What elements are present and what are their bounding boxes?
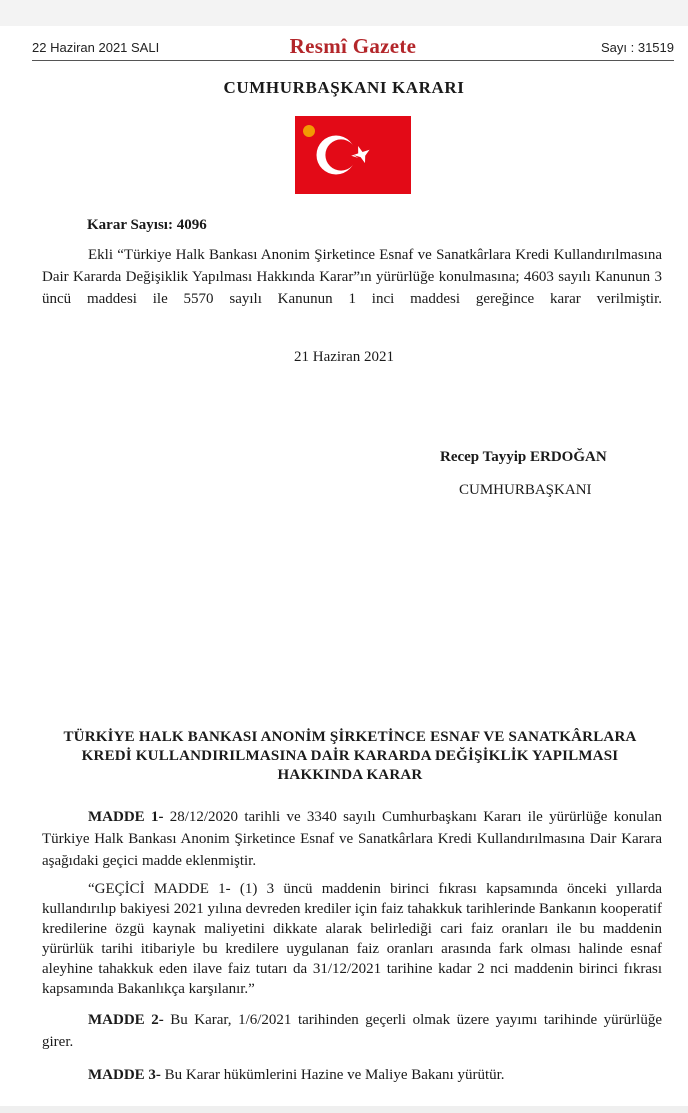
- decree-number: Karar Sayısı: 4096: [87, 217, 207, 233]
- article-3-text: Bu Karar hükümlerini Hazine ve Maliye Bakanı yürütür.: [160, 1067, 505, 1083]
- turkish-flag-icon: [295, 116, 411, 194]
- issue-number: Sayı : 31519: [601, 40, 674, 55]
- article-1-label: MADDE 1-: [88, 809, 164, 825]
- article-3-label: MADDE 3-: [88, 1067, 161, 1083]
- temporary-article: “GEÇİCİ MADDE 1- (1) 3 üncü maddenin birinci fıkrası kapsamında önceki yıllarda kullandırılıp bakiyesi 2021 yılına devreden krediler için faiz tahakkuk tarihlerinde Bankanın kooperatif kredilerine özgü kaynak maliyetini dikkate alarak belirlediği cari faiz oranları ile bu maddenin yürürlük tarihi itibariyle bu kredilere uygulanan faiz oranları arasında fark olması halinde esnaf aleyhine tahakkuk eden ilave faiz tutarı da 31/12/2021 tarihine kadar 2 nci maddenin birinci fıkrası kapsamında Bakanlıkça karşılanır.”: [42, 881, 662, 997]
- signer-name: Recep Tayyip ERDOĞAN: [440, 449, 607, 465]
- top-strip: [0, 0, 688, 26]
- gazette-header: [32, 34, 674, 61]
- article-1: [42, 806, 662, 872]
- decree-date: 21 Haziran 2021: [294, 349, 394, 365]
- signer-title: CUMHURBAŞKANI: [459, 482, 592, 498]
- header-date: 22 Haziran 2021 SALI: [32, 40, 160, 55]
- bottom-strip: [0, 1106, 688, 1113]
- article-2: [42, 1009, 662, 1053]
- gazette-title: Resmî Gazete: [289, 34, 417, 58]
- article-3: [42, 1064, 662, 1086]
- decree-body: Ekli “Türkiye Halk Bankası Anonim Şirketince Esnaf ve Sanatkârlara Kredi Kullandırılmasına Dair Kararda Değişiklik Yapılması Hakkında Karar”ın yürürlüğe konulmasına; 4603 sayılı Kanunun 3 üncü maddesi ile 5570 sayılı Kanunun 1 inci maddesi gereğince karar verilmiştir.: [42, 247, 662, 307]
- article-2-label: MADDE 2-: [88, 1012, 164, 1028]
- article-1-text: 28/12/2020 tarihli ve 3340 sayılı Cumhurbaşkanı Kararı ile yürürlüğe konulan Türkiye Halk Bankası Anonim Şirketince Esnaf ve Sanatkârlara Kredi Kullandırılmasına Dair Karara aşağıdaki geçici madde eklenmiştir.: [42, 809, 662, 869]
- regulation-title: TÜRKİYE HALK BANKASI ANONİM ŞİRKETİNCE ESNAF VE SANATKÂRLARA KREDİ KULLANDIRILMASINA DAİR KARARDA DEĞİŞİKLİK YAPILMASI HAKKINDA KARAR: [63, 729, 637, 783]
- decree-title: CUMHURBAŞKANI KARARI: [223, 78, 465, 97]
- article-2-text: Bu Karar, 1/6/2021 tarihinden geçerli olmak üzere yayımı tarihinde yürürlüğe girer.: [42, 1012, 662, 1050]
